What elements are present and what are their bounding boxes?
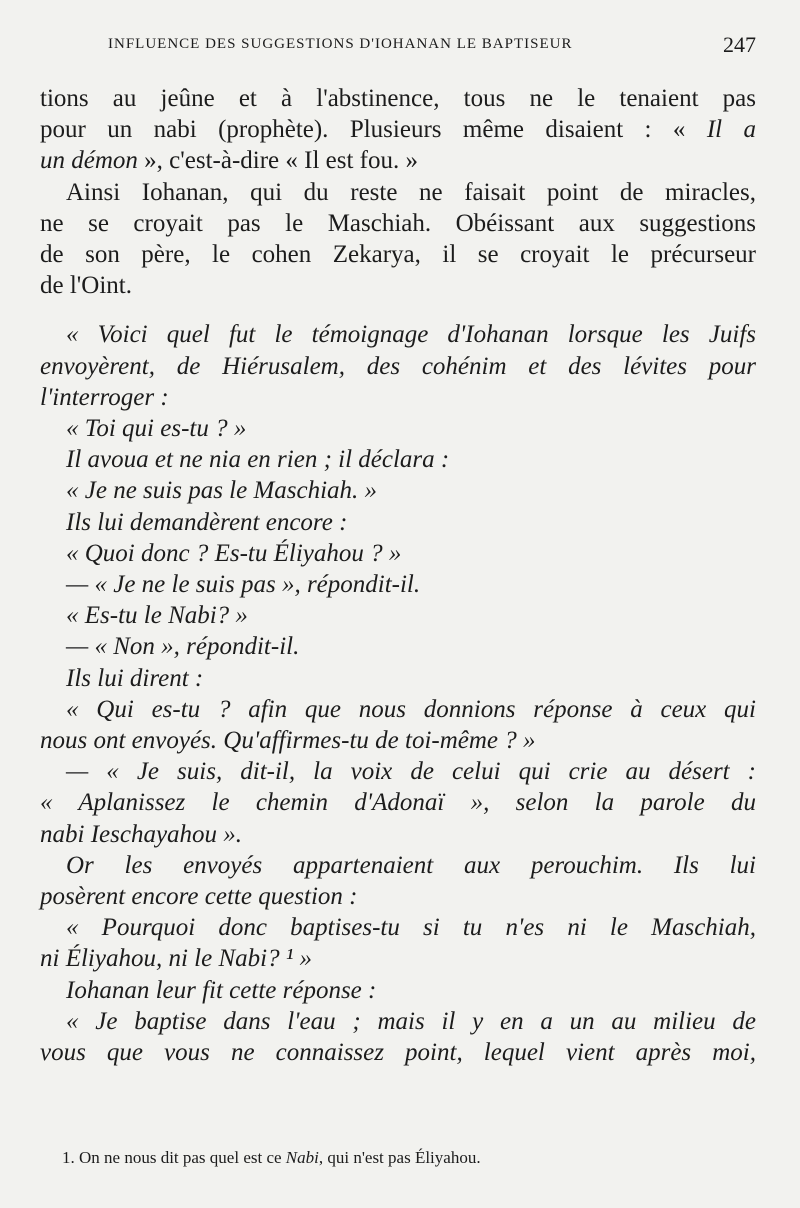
text-line: Il avoua et ne nia en rien ; il déclara : xyxy=(66,446,450,473)
text-line: de son père, le cohen Zekarya, il se croyait le précurseur xyxy=(40,241,756,268)
text-line: ni Éliyahou, ni le Nabi? ¹ » xyxy=(40,945,313,972)
text-line: de l'Oint. xyxy=(40,272,132,299)
text-line: « Aplanissez le chemin d'Adonaï », selon la parole du xyxy=(40,789,756,816)
text-line: un démon », c'est-à-dire « Il est fou. » xyxy=(40,147,419,174)
text-line: ne se croyait pas le Maschiah. Obéissant aux suggestions xyxy=(40,210,756,237)
text-line: Or les envoyés appartenaient aux perouchim. Ils lui xyxy=(66,852,756,879)
text-line: « Je baptise dans l'eau ; mais il y en a un au milieu de xyxy=(66,1008,756,1035)
text-line: Ils lui dirent : xyxy=(66,665,204,692)
footnote-term: Nabi xyxy=(285,1148,319,1167)
text-line: nabi Ieschayahou ». xyxy=(40,821,243,848)
text-line: vous que vous ne connaissez point, lequel vient après moi, xyxy=(40,1039,756,1066)
text-line: Iohanan leur fit cette réponse : xyxy=(66,977,377,1004)
text-line: Ils lui demandèrent encore : xyxy=(66,509,348,536)
text-line: « Toi qui es-tu ? » xyxy=(66,415,247,442)
text-line: « Quoi donc ? Es-tu Éliyahou ? » xyxy=(66,540,402,567)
text-line: posèrent encore cette question : xyxy=(40,883,358,910)
text-line: pour un nabi (prophète). Plusieurs même disaient : « Il a xyxy=(40,116,756,143)
text-line: « Voici quel fut le témoignage d'Iohanan lorsque les Juifs xyxy=(66,321,756,348)
text-line: « Pourquoi donc baptises-tu si tu n'es ni le Maschiah, xyxy=(66,914,756,941)
page-number: 247 xyxy=(723,32,756,57)
text-line: — « Non », répondit-il. xyxy=(66,633,300,660)
text-line: envoyèrent, de Hiérusalem, des cohénim et des lévites pour xyxy=(40,353,756,380)
text-line: nous ont envoyés. Qu'affirmes-tu de toi-même ? » xyxy=(40,727,536,754)
text-line: tions au jeûne et à l'abstinence, tous ne le tenaient pas xyxy=(40,85,756,112)
footnote-text-before: On ne nous dit pas quel est ce xyxy=(79,1148,282,1167)
footnote-text-after: , qui n'est pas Éliyahou. xyxy=(318,1148,481,1167)
text-line: « Es-tu le Nabi? » xyxy=(66,602,248,629)
footnote xyxy=(62,1148,762,1168)
text-line: l'interroger : xyxy=(40,384,169,411)
text-line: — « Je ne le suis pas », répondit-il. xyxy=(66,571,421,598)
footnote-marker: 1. xyxy=(62,1148,75,1167)
running-title: INFLUENCE DES SUGGESTIONS D'IOHANAN LE BAPTISEUR xyxy=(108,36,573,52)
text-line: « Qui es-tu ? afin que nous donnions réponse à ceux qui xyxy=(66,696,756,723)
text-line: — « Je suis, dit-il, la voix de celui qui crie au désert : xyxy=(66,758,756,785)
text-line: « Je ne suis pas le Maschiah. » xyxy=(66,477,378,504)
text-line: Ainsi Iohanan, qui du reste ne faisait point de miracles, xyxy=(66,179,756,206)
